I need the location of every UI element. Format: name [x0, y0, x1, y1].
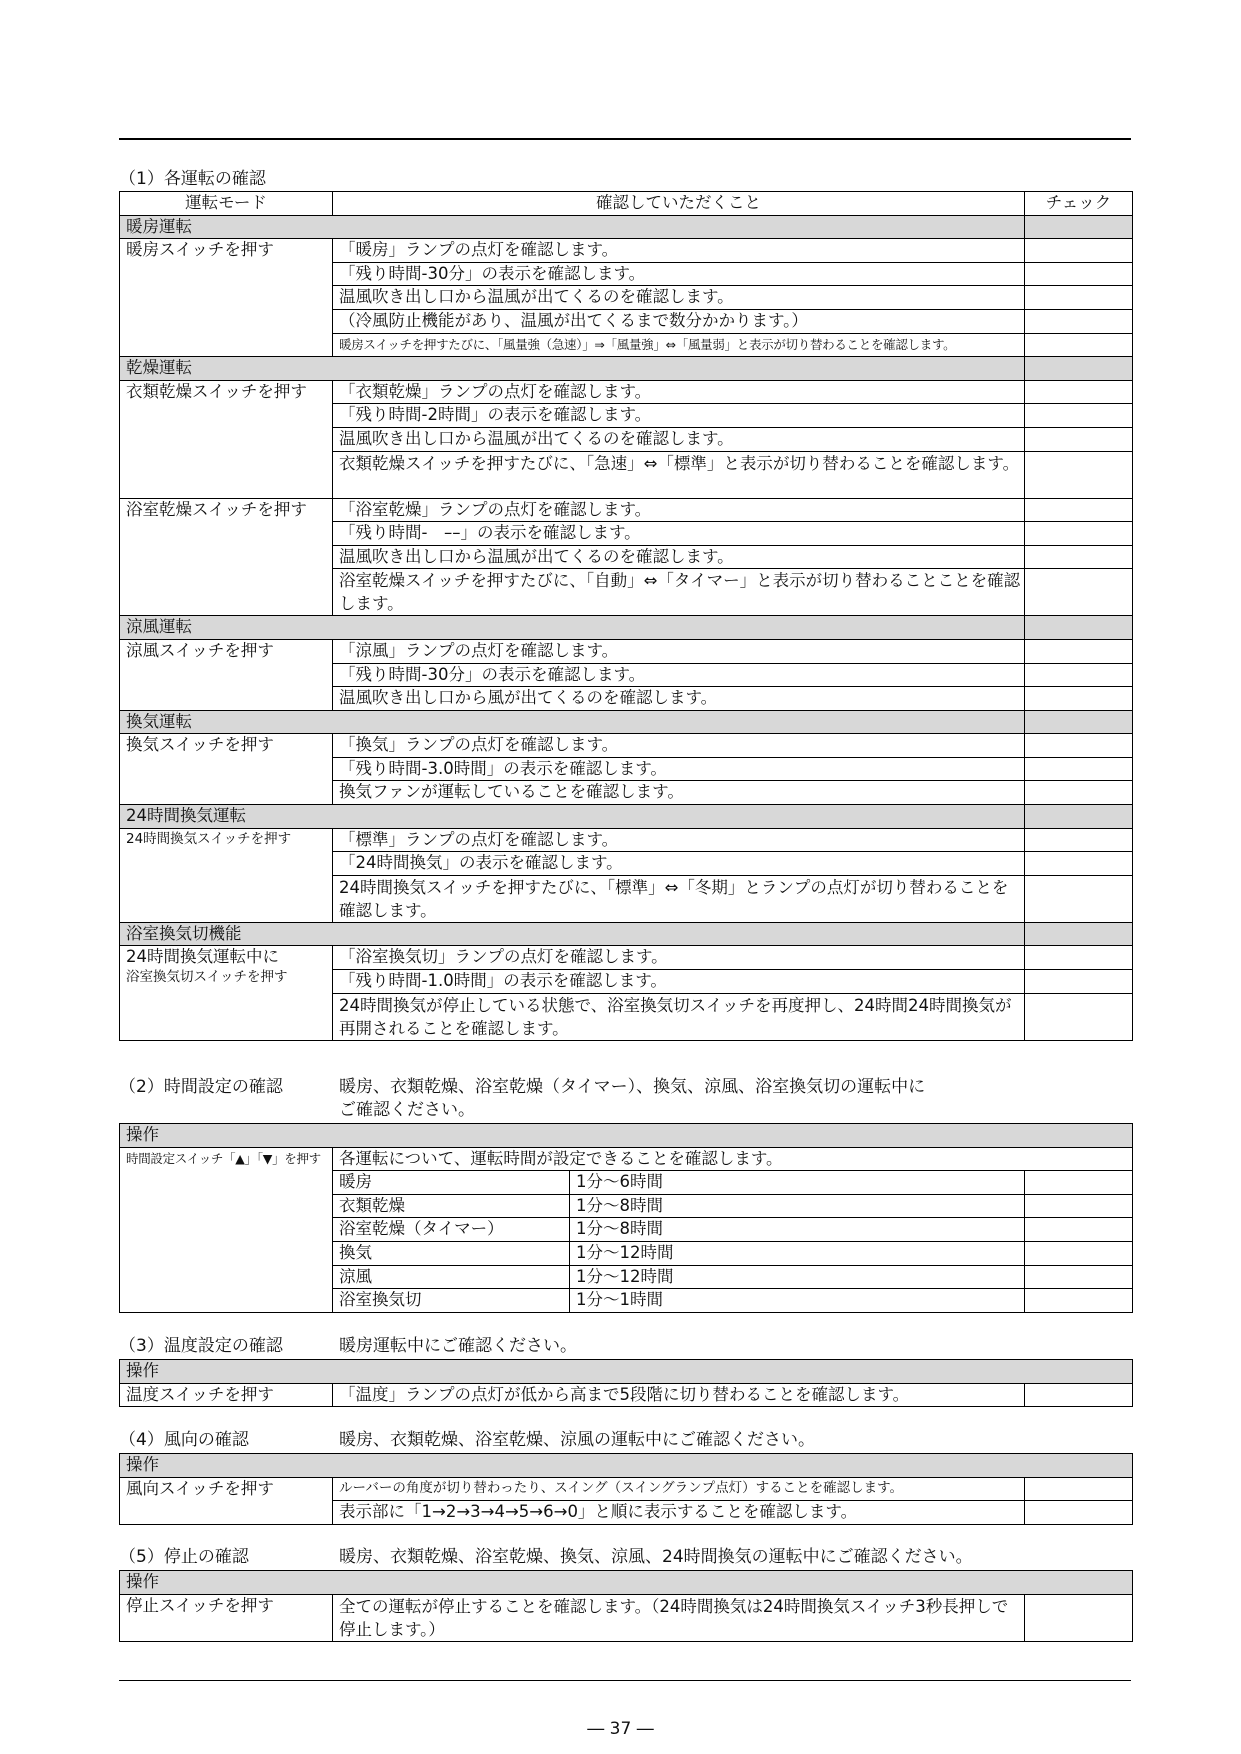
check-box[interactable] [1025, 1218, 1133, 1242]
section-4-label: （4）風向の確認 [119, 1430, 249, 1450]
check-item: 「残り時間-3.0時間」の表示を確認します。 [333, 757, 1025, 781]
check-item: 「残り時間-30分」の表示を確認します。 [333, 262, 1025, 286]
check-box[interactable] [1025, 1477, 1133, 1501]
check-item: 暖房スイッチを押すたびに、「風量強（急速）」⇒「風量強」⇔「風量弱」と表示が切り替わることを確認します。 [333, 333, 1025, 357]
check-item: 浴室乾燥スイッチを押すたびに、「自動」⇔「タイマー」と表示が切り替わることことを確認します。 [333, 569, 1025, 616]
header-check-items: 確認していただくこと [333, 192, 1025, 216]
check-box[interactable] [1025, 616, 1133, 640]
op-time-setting: 時間設定スイッチ「▲」「▼」を押す [120, 1147, 333, 1312]
group-cool-air: 涼風運転 [120, 616, 1025, 640]
check-item: 全ての運転が停止することを確認します。（24時間換気は24時間換気スイッチ3秒長押しで停止します。） [333, 1594, 1025, 1641]
check-box[interactable] [1025, 663, 1133, 687]
section-5-title [119, 1546, 973, 1568]
time-setting-desc: 各運転について、運転時間が設定できることを確認します。 [333, 1147, 1133, 1171]
check-box[interactable] [1025, 1383, 1133, 1407]
time-range: 1分～6時間 [570, 1171, 1025, 1195]
op-line-1: 24時間換気運転中に [126, 947, 279, 967]
check-box[interactable] [1025, 734, 1133, 758]
check-item: 「残り時間-2時間」の表示を確認します。 [333, 404, 1025, 428]
time-setting-table [119, 1123, 1133, 1313]
section-4-title [119, 1429, 815, 1451]
time-range: 1分～8時間 [570, 1218, 1025, 1242]
check-box[interactable] [1025, 1194, 1133, 1218]
op-bath-vent-off [120, 946, 333, 1040]
top-rule [119, 138, 1131, 140]
check-box[interactable] [1025, 828, 1133, 852]
check-item: ルーバーの角度が切り替わったり、スイング（スイングランプ点灯）することを確認します。 [333, 1477, 1025, 1501]
check-box[interactable] [1025, 569, 1133, 616]
section-5-label: （5）停止の確認 [119, 1547, 249, 1567]
check-box[interactable] [1025, 993, 1133, 1040]
check-item: 温風吹き出し口から温風が出てくるのを確認します。 [333, 286, 1025, 310]
section-1-title: （1）各運転の確認 [119, 169, 266, 189]
check-box[interactable] [1025, 404, 1133, 428]
check-item: 衣類乾燥スイッチを押すたびに、「急速」⇔「標準」と表示が切り替わることを確認します。 [333, 451, 1025, 498]
check-item: 温風吹き出し口から風が出てくるのを確認します。 [333, 687, 1025, 711]
check-item: 「浴室乾燥」ランプの点灯を確認します。 [333, 498, 1025, 522]
mode-name: 浴室乾燥（タイマー） [333, 1218, 570, 1242]
check-box[interactable] [1025, 687, 1133, 711]
header-operation: 操作 [120, 1571, 1133, 1595]
op-clothes-drying: 衣類乾燥スイッチを押す [120, 380, 333, 498]
check-box[interactable] [1025, 239, 1133, 263]
temperature-table [119, 1359, 1133, 1407]
check-item: （冷風防止機能があり、温風が出てくるまで数分かかります。） [333, 309, 1025, 333]
check-box[interactable] [1025, 875, 1133, 922]
check-item: 「換気」ランプの点灯を確認します。 [333, 734, 1025, 758]
wind-direction-table [119, 1453, 1133, 1525]
check-item: 「残り時間-30分」の表示を確認します。 [333, 663, 1025, 687]
check-item: 換気ファンが運転していることを確認します。 [333, 781, 1025, 805]
mode-name: 衣類乾燥 [333, 1194, 570, 1218]
time-range: 1分～12時間 [570, 1241, 1025, 1265]
time-range: 1分～8時間 [570, 1194, 1025, 1218]
op-ventilation: 換気スイッチを押す [120, 734, 333, 805]
check-box[interactable] [1025, 545, 1133, 569]
section-3-title [119, 1335, 577, 1357]
section-2-note: 暖房、衣類乾燥、浴室乾燥（タイマー）、換気、涼風、浴室換気切の運転中に [339, 1077, 926, 1097]
group-ventilation: 換気運転 [120, 710, 1025, 734]
op-stop: 停止スイッチを押す [120, 1594, 333, 1641]
mode-name: 涼風 [333, 1265, 570, 1289]
check-box[interactable] [1025, 970, 1133, 994]
group-bath-vent-off: 浴室換気切機能 [120, 922, 1025, 946]
check-box[interactable] [1025, 215, 1133, 239]
check-item: 「残り時間- ––」の表示を確認します。 [333, 522, 1025, 546]
time-range: 1分～12時間 [570, 1265, 1025, 1289]
section-2-title [119, 1076, 925, 1098]
check-box[interactable] [1025, 922, 1133, 946]
check-box[interactable] [1025, 805, 1133, 829]
check-box[interactable] [1025, 451, 1133, 498]
check-item: 「浴室換気切」ランプの点灯を確認します。 [333, 946, 1025, 970]
op-wind-direction: 風向スイッチを押す [120, 1477, 333, 1524]
check-box[interactable] [1025, 781, 1133, 805]
operation-check-table [119, 191, 1133, 1041]
check-item: 表示部に「1→2→3→4→5→6→0」と順に表示することを確認します。 [333, 1501, 1025, 1525]
check-item: 「暖房」ランプの点灯を確認します。 [333, 239, 1025, 263]
section-4-note: 暖房、衣類乾燥、浴室乾燥、涼風の運転中にご確認ください。 [339, 1430, 815, 1450]
check-box[interactable] [1025, 852, 1133, 876]
check-box[interactable] [1025, 1265, 1133, 1289]
time-range: 1分～1時間 [570, 1289, 1025, 1313]
op-cool-air: 涼風スイッチを押す [120, 639, 333, 710]
section-3-label: （3）温度設定の確認 [119, 1336, 283, 1356]
check-item: 「標準」ランプの点灯を確認します。 [333, 828, 1025, 852]
check-box[interactable] [1025, 1289, 1133, 1313]
op-line-2: 浴室換気切スイッチを押す [126, 969, 288, 986]
check-item: 「温度」ランプの点灯が低から高まで5段階に切り替わることを確認します。 [333, 1383, 1025, 1407]
stop-table [119, 1570, 1133, 1642]
check-item: 「24時間換気」の表示を確認します。 [333, 852, 1025, 876]
check-item: 「衣類乾燥」ランプの点灯を確認します。 [333, 380, 1025, 404]
header-operation: 操作 [120, 1454, 1133, 1478]
check-box[interactable] [1025, 498, 1133, 522]
page-number: ― 37 ― [587, 1719, 654, 1739]
check-box[interactable] [1025, 427, 1133, 451]
group-heating: 暖房運転 [120, 215, 1025, 239]
check-box[interactable] [1025, 1241, 1133, 1265]
group-24h-ventilation: 24時間換気運転 [120, 805, 1025, 829]
check-item: 24時間換気が停止している状態で、浴室換気切スイッチを再度押し、24時間24時間換気が再開されることを確認します。 [333, 993, 1025, 1040]
header-operation: 操作 [120, 1124, 1133, 1148]
section-2-label: （2）時間設定の確認 [119, 1077, 283, 1097]
check-box[interactable] [1025, 639, 1133, 663]
check-box[interactable] [1025, 262, 1133, 286]
check-box[interactable] [1025, 1501, 1133, 1525]
check-box[interactable] [1025, 757, 1133, 781]
check-item: 温風吹き出し口から温風が出てくるのを確認します。 [333, 545, 1025, 569]
check-box[interactable] [1025, 1594, 1133, 1641]
check-item: 温風吹き出し口から温風が出てくるのを確認します。 [333, 427, 1025, 451]
section-5-note: 暖房、衣類乾燥、浴室乾燥、換気、涼風、24時間換気の運転中にご確認ください。 [339, 1547, 973, 1567]
check-box[interactable] [1025, 1171, 1133, 1195]
op-heating: 暖房スイッチを押す [120, 239, 333, 357]
op-bath-drying: 浴室乾燥スイッチを押す [120, 498, 333, 616]
check-box[interactable] [1025, 522, 1133, 546]
mode-name: 浴室換気切 [333, 1289, 570, 1313]
group-drying: 乾燥運転 [120, 357, 1025, 381]
check-box[interactable] [1025, 333, 1133, 357]
check-box[interactable] [1025, 710, 1133, 734]
check-box[interactable] [1025, 946, 1133, 970]
mode-name: 暖房 [333, 1171, 570, 1195]
check-box[interactable] [1025, 357, 1133, 381]
header-mode: 運転モード [120, 192, 333, 216]
check-item: 「残り時間-1.0時間」の表示を確認します。 [333, 970, 1025, 994]
check-box[interactable] [1025, 309, 1133, 333]
header-check: チェック [1025, 192, 1133, 216]
bottom-rule [119, 1680, 1131, 1681]
mode-name: 換気 [333, 1241, 570, 1265]
section-3-note: 暖房運転中にご確認ください。 [339, 1336, 577, 1356]
op-24h-ventilation: 24時間換気スイッチを押す [120, 828, 333, 922]
check-item: 「涼風」ランプの点灯を確認します。 [333, 639, 1025, 663]
section-2-note-2: ご確認ください。 [339, 1100, 475, 1120]
check-item: 24時間換気スイッチを押すたびに、「標準」⇔「冬期」とランプの点灯が切り替わることを確認します。 [333, 875, 1025, 922]
check-box[interactable] [1025, 380, 1133, 404]
check-box[interactable] [1025, 286, 1133, 310]
op-temperature: 温度スイッチを押す [120, 1383, 333, 1407]
header-operation: 操作 [120, 1360, 1133, 1384]
